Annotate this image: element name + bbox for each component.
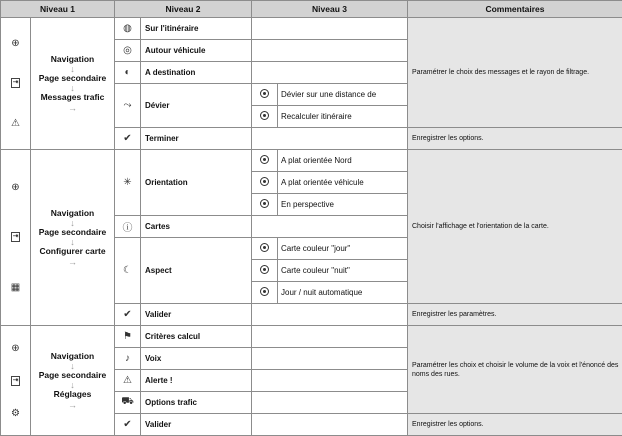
flag-icon: ⚑ [123,331,132,342]
menu-item-terminer[interactable]: Terminer [141,128,252,150]
radio-icon[interactable] [260,287,269,296]
arrow-right-icon: → [68,257,77,267]
radio-icon[interactable] [260,199,269,208]
option-nuit[interactable]: Carte couleur "nuit" [278,260,408,282]
section2-path [31,150,115,326]
option-perspective[interactable]: En perspective [278,194,408,216]
comment-text: Enregistrer les options. [408,414,622,436]
radio-icon[interactable] [260,243,269,252]
radio-icon[interactable] [260,265,269,274]
comment-text: Enregistrer les paramètres. [408,304,622,326]
menu-item-itineraire[interactable]: Sur l'itinéraire [141,18,252,40]
option-recalculer[interactable]: Recalculer itinéraire [278,106,408,128]
menu-item-alerte[interactable]: Alerte ! [141,370,252,392]
secondary-page-label: Page secondaire [39,73,107,84]
menu-item-destination[interactable]: A destination [141,62,252,84]
menu-item-valider[interactable]: Valider [141,304,252,326]
nav-label: Navigation [51,54,94,65]
arrow-down-icon: ↓ [70,65,75,73]
option-jour[interactable]: Carte couleur "jour" [278,238,408,260]
nav-label: Navigation [51,208,94,219]
header-row [1,1,622,18]
comment-text: Choisir l'affichage et l'orientation de la carte. [408,150,622,304]
comment-text: Enregistrer les options. [408,128,622,150]
route-icon: ◍ [123,23,132,34]
traffic-icon: ⚠ [11,118,20,129]
section1-path [31,18,115,150]
table-row [1,18,622,40]
arrow-down-icon: ↓ [70,219,75,227]
radio-icon[interactable] [260,89,269,98]
radio-icon[interactable] [260,177,269,186]
menu-item-options-trafic[interactable]: Options trafic [141,392,252,414]
submenu-label: Configurer carte [39,246,105,257]
exit-page-icon: ⇥ [11,78,21,88]
check-icon: ✔ [123,133,131,144]
option-devier-distance[interactable]: Dévier sur une distance de [278,84,408,106]
radio-icon[interactable] [260,155,269,164]
menu-item-voix[interactable]: Voix [141,348,252,370]
header-niveau-2: Niveau 2 [115,1,252,18]
exit-page-icon: ⇥ [11,232,21,242]
option-vehicule[interactable]: A plat orientée véhicule [278,172,408,194]
comment-text: Paramétrer le choix des messages et le rayon de filtrage. [408,18,622,128]
settings-icon: ⚙ [11,408,20,419]
voice-icon: ♪ [125,353,130,364]
destination-icon: ◐ [124,67,130,78]
header-niveau-1: Niveau 1 [1,1,115,18]
section1-icons [1,18,31,150]
menu-item-cartes[interactable]: Cartes [141,216,252,238]
menu-item-devier[interactable]: Dévier [141,84,252,128]
section3-path [31,326,115,436]
option-auto[interactable]: Jour / nuit automatique [278,282,408,304]
secondary-page-label: Page secondaire [39,370,107,381]
nav-target-icon: ⊕ [11,38,19,49]
check-icon: ✔ [123,419,131,430]
section3-icons [1,326,31,436]
table-row [1,326,622,348]
menu-item-orientation[interactable]: Orientation [141,150,252,216]
secondary-page-label: Page secondaire [39,227,107,238]
header-niveau-3: Niveau 3 [252,1,408,18]
menu-item-valider[interactable]: Valider [141,414,252,436]
nav-target-icon: ⊕ [11,182,19,193]
exit-page-icon: ⇥ [11,376,21,386]
arrow-right-icon: → [68,400,77,410]
check-icon: ✔ [123,309,131,320]
nav-label: Navigation [51,351,94,362]
arrow-down-icon: ↓ [70,238,75,246]
warning-icon: ⚠ [123,375,132,386]
arrow-down-icon: ↓ [70,84,75,92]
day-night-icon: ☾ [123,265,132,276]
menu-item-criteres[interactable]: Critères calcul [141,326,252,348]
compass-icon: ✳ [123,177,131,188]
submenu-label: Messages trafic [41,92,105,103]
detour-icon: ⤳ [124,100,132,111]
menu-item-aspect[interactable]: Aspect [141,238,252,304]
arrow-down-icon: ↓ [70,362,75,370]
section2-icons [1,150,31,326]
table-row [1,150,622,172]
radio-icon[interactable] [260,111,269,120]
traffic-icon: ⛟ [121,396,134,407]
menu-item-autour[interactable]: Autour véhicule [141,40,252,62]
map-grid-icon: ▦ [11,282,20,293]
submenu-label: Réglages [54,389,92,400]
arrow-down-icon: ↓ [70,381,75,389]
option-nord[interactable]: A plat orientée Nord [278,150,408,172]
arrow-right-icon: → [68,103,77,113]
nav-target-icon: ⊕ [11,343,19,354]
comment-text: Paramétrer les choix et choisir le volume de la voix et l'énoncé des noms des rues. [408,326,622,414]
vehicle-area-icon: ◎ [123,45,132,56]
info-icon: ⓘ [123,223,133,234]
header-commentaires: Commentaires [408,1,622,18]
